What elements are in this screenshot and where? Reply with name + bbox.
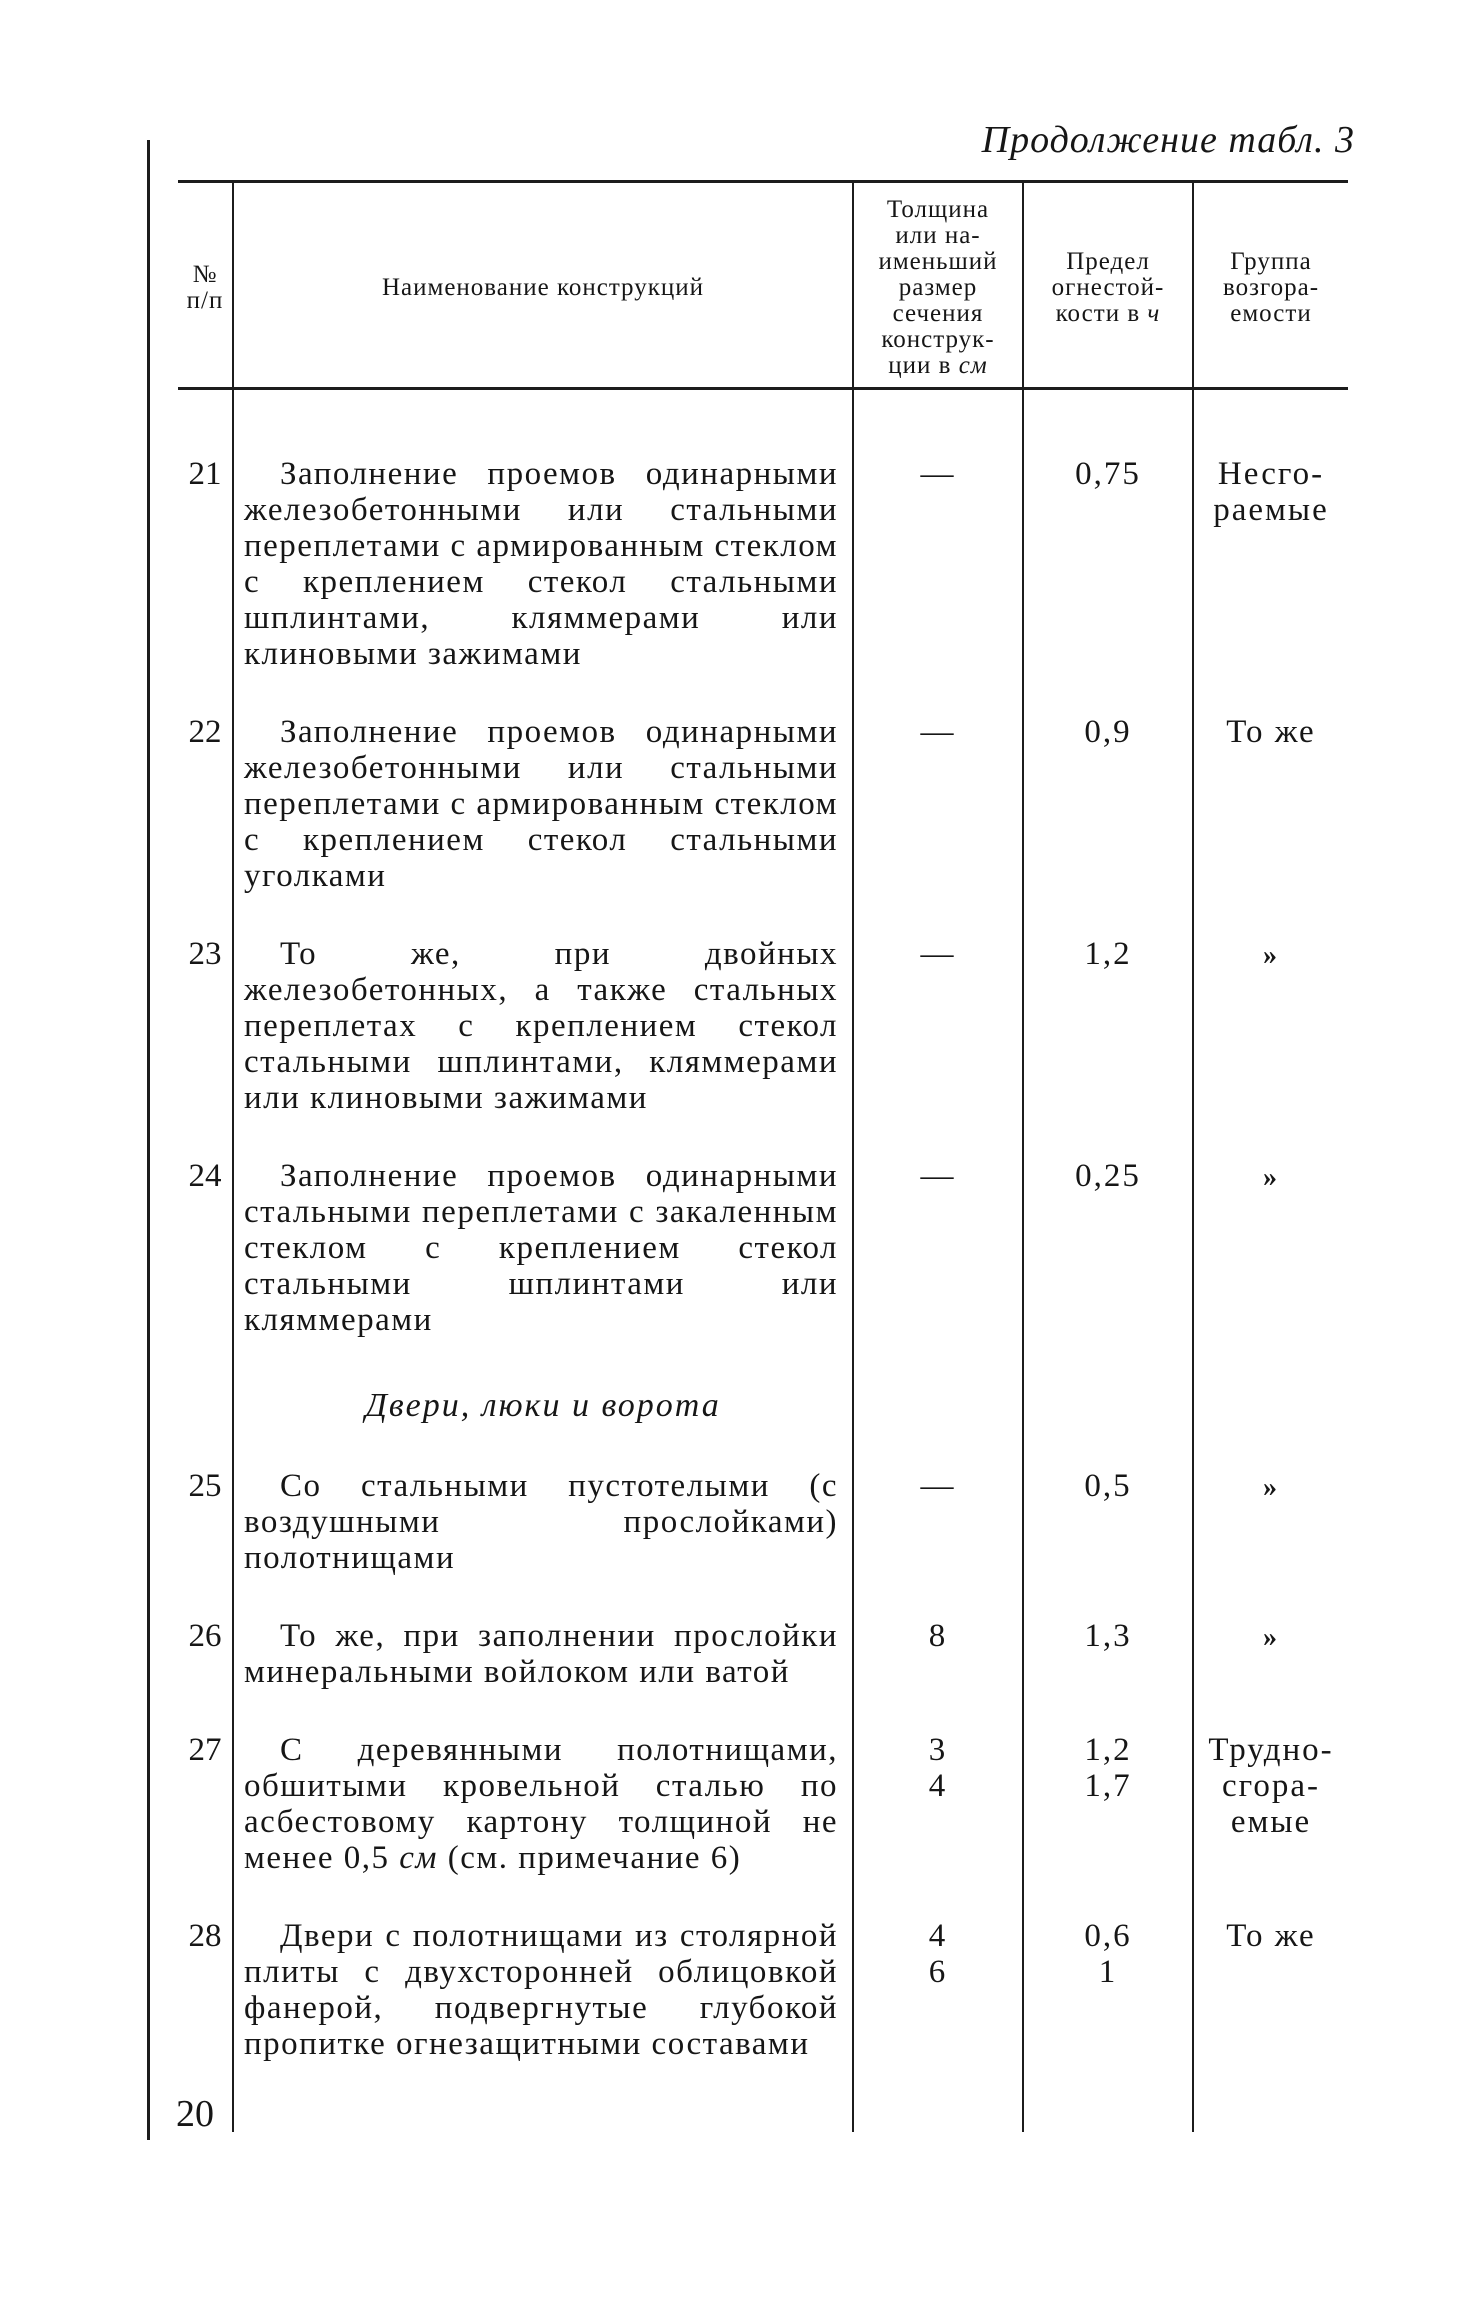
row-number: 22: [188, 714, 222, 750]
thickness-value: 3: [928, 1732, 948, 1768]
column-header-thickness: Толщина или на- именьший размер сечения конструк- ции в см: [853, 182, 1023, 389]
table-header-row: [178, 182, 1348, 389]
section-title: Двери, люки и ворота: [233, 1372, 853, 1460]
fire-limit-value: 1,2: [1084, 936, 1132, 972]
construction-name: Заполнение проемов одинарными стальными переплетами с закаленным стеклом с креплением стекол стальными шплинтами или кляммерами: [244, 1158, 838, 1338]
construction-name: То же, при двойных железобетонных, а также стальных переплетах с креплением стекол стальными шплинтами, кляммерами или клиновыми зажимами: [244, 936, 838, 1116]
thickness-value: 4: [928, 1918, 948, 1954]
fire-limit-value: 0,5: [1084, 1468, 1132, 1504]
table-row: [178, 706, 1348, 928]
construction-name: Заполнение проемов одинарными железобетонными или стальными переплетами с армированным стеклом с креплением стекол стальными шплинтами, кляммерами или клиновыми зажимами: [244, 456, 838, 672]
thickness-value: —: [920, 936, 956, 972]
ditto-mark: »: [1263, 1472, 1279, 1503]
column-header-name: Наименование конструкций: [233, 182, 853, 389]
column-header-limit: Предел огнестой- кости в ч: [1023, 182, 1193, 389]
flammability-group: То же: [1193, 706, 1348, 928]
column-header-number: № п/п: [178, 182, 233, 389]
fire-limit-value: 0,9: [1084, 714, 1132, 750]
fire-resistance-table: [178, 180, 1348, 2132]
row-number: 21: [188, 456, 222, 492]
thickness-value: —: [920, 456, 956, 492]
column-header-group: Группа возгора- емости: [1193, 182, 1348, 389]
construction-name: С деревянными полотнищами, обшитыми кровельной сталью по асбестовому картону толщиной не менее 0,5 см (см. примечание 6): [244, 1732, 838, 1876]
table-row: [178, 448, 1348, 706]
page-edge-rule: [147, 140, 150, 2140]
construction-name: Со стальными пустотелыми (с воздушными прослойками) полотнищами: [244, 1468, 838, 1576]
construction-name: Двери с полотнищами из столярной плиты с двухсторонней облицовкой фанерой, подвергнутые глубокой пропитке огнезащитными составами: [244, 1918, 838, 2062]
flammability-group: То же: [1193, 1910, 1348, 2096]
ditto-mark: »: [1263, 1162, 1279, 1193]
ditto-mark: »: [1263, 940, 1279, 971]
table-row: [178, 928, 1348, 1150]
table-row: [178, 1150, 1348, 1372]
thickness-value: 8: [928, 1618, 948, 1654]
row-number: 27: [188, 1732, 222, 1768]
flammability-group: Несго- раемые: [1193, 448, 1348, 706]
flammability-group: Трудно- сгора- емые: [1193, 1724, 1348, 1910]
fire-limit-value: 0,6: [1084, 1918, 1132, 1954]
fire-limit-value: 1: [1098, 1954, 1118, 1990]
table-row: [178, 1910, 1348, 2096]
table-row: [178, 1610, 1348, 1724]
thickness-value: 4: [928, 1768, 948, 1804]
thickness-value: —: [920, 714, 956, 750]
thickness-value: 6: [928, 1954, 948, 1990]
fire-limit-value: 0,75: [1075, 456, 1141, 492]
row-number: 24: [188, 1158, 222, 1194]
table-row: [178, 1724, 1348, 1910]
construction-name: Заполнение проемов одинарными железобетонными или стальными переплетами с армированным стеклом с креплением стекол стальными уголками: [244, 714, 838, 894]
fire-limit-value: 1,2: [1084, 1732, 1132, 1768]
table-row: [178, 1460, 1348, 1610]
row-number: 25: [188, 1468, 222, 1504]
fire-limit-value: 0,25: [1075, 1158, 1141, 1194]
page-number: 20: [176, 2093, 214, 2135]
row-number: 23: [188, 936, 222, 972]
thickness-value: —: [920, 1468, 956, 1504]
fire-limit-value: 1,7: [1084, 1768, 1132, 1804]
construction-name: То же, при заполнении прослойки минеральными войлоком или ватой: [244, 1618, 838, 1690]
row-number: 28: [188, 1918, 222, 1954]
fire-limit-value: 1,3: [1084, 1618, 1132, 1654]
ditto-mark: »: [1263, 1622, 1279, 1653]
section-heading-row: [178, 1372, 1348, 1460]
row-number: 26: [188, 1618, 222, 1654]
thickness-value: —: [920, 1158, 956, 1194]
table-continuation-caption: Продолжение табл. 3: [981, 119, 1355, 161]
